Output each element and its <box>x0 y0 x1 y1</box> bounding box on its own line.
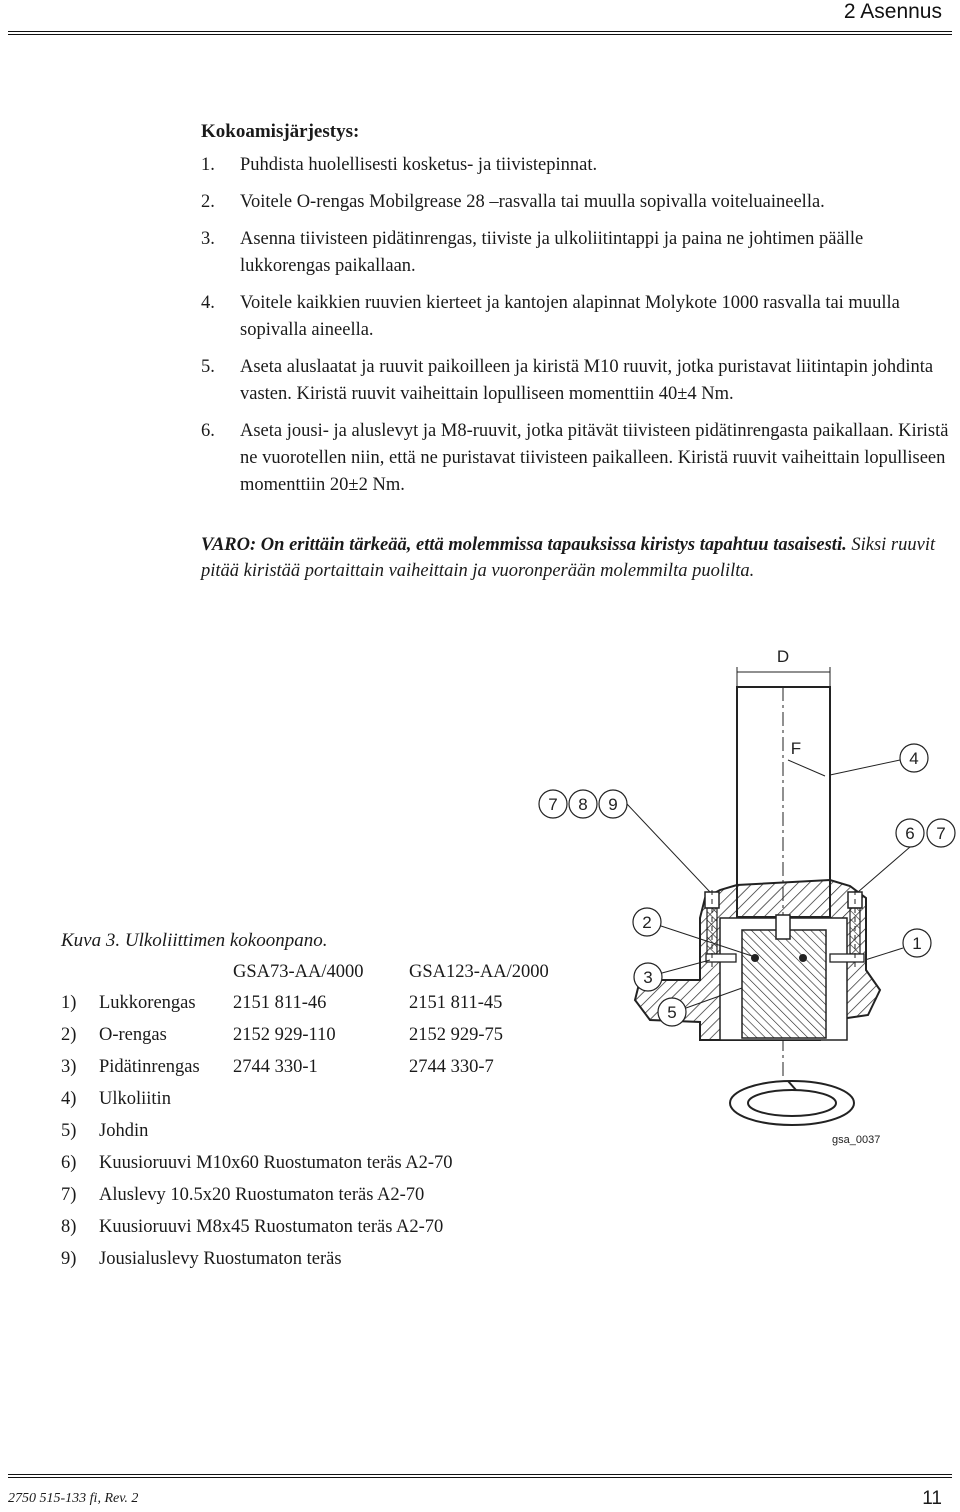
step-number: 1. <box>201 155 215 175</box>
header-rule <box>8 31 952 35</box>
assembly-steps <box>201 152 949 509</box>
leader-line <box>627 804 710 892</box>
step-text: Voitele O-rengas Mobilgrease 28 –rasvalla tai muulla sopivalla voiteluaineella. <box>240 192 825 212</box>
part-row <box>61 1121 621 1153</box>
part-code-a: 2151 811-46 <box>233 993 327 1013</box>
warning-bold-text: VARO: On erittäin tärkeää, että molemmissa tapauksissa kiristys tapahtuu tasaisesti. <box>201 535 847 555</box>
column-header: GSA73-AA/4000 <box>233 962 364 982</box>
part-name: Ulkoliitin <box>99 1089 171 1109</box>
warning-note <box>201 532 941 584</box>
step-number: 4. <box>201 293 215 313</box>
step-text: Asenna tiivisteen pidätinrengas, tiiviste ja ulkoliitintappi ja paina ne johtimen päälle lukkorengas paikallaan. <box>240 229 864 276</box>
step-text: Puhdista huolellisesti kosketus- ja tiivistepinnat. <box>240 155 598 175</box>
part-code-a: 2744 330-1 <box>233 1057 318 1077</box>
footer-rule <box>8 1474 952 1478</box>
step-text: Voitele kaikkien ruuvien kierteet ja kantojen alapinnat Molykote 1000 rasvalla tai muulla sopivalla aineella. <box>240 293 900 340</box>
part-number: 7) <box>61 1185 77 1205</box>
part-row <box>61 993 621 1025</box>
part-code-b: 2151 811-45 <box>409 993 503 1013</box>
part-code-b: 2152 929-75 <box>409 1025 504 1045</box>
part-row <box>61 1217 621 1249</box>
document-number: 2750 515-133 fi, Rev. 2 <box>8 1491 139 1506</box>
assembly-step <box>201 290 949 344</box>
part-row <box>61 1025 621 1057</box>
assembly-step <box>201 189 949 216</box>
part-number: 8) <box>61 1217 77 1237</box>
figure-caption: Kuva 3. Ulkoliittimen kokoonpano. <box>61 930 328 951</box>
step-number: 6. <box>201 421 215 441</box>
part-number: 5) <box>61 1121 77 1141</box>
callout-label: 7 <box>936 824 946 843</box>
part-row <box>61 1153 621 1185</box>
assembly-step <box>201 418 949 499</box>
part-row <box>61 1249 621 1281</box>
part-row <box>61 1185 621 1217</box>
part-number: 2) <box>61 1025 77 1045</box>
callout-label: 7 <box>548 795 558 814</box>
callout-label: 9 <box>608 795 618 814</box>
retaining-ring <box>830 954 864 962</box>
o-ring <box>799 954 807 962</box>
part-name: Kuusioruuvi M8x45 Ruostumaton teräs A2-70 <box>99 1217 444 1237</box>
callout-label: 5 <box>667 1003 677 1022</box>
part-row <box>61 1057 621 1089</box>
part-code-a: 2152 929-110 <box>233 1025 336 1045</box>
o-ring <box>751 954 759 962</box>
callout-label: 1 <box>912 934 922 953</box>
assembly-title: Kokoamisjärjestys: <box>201 121 360 142</box>
callout-label: 3 <box>643 968 653 987</box>
leader-line <box>830 760 900 775</box>
parts-list <box>61 962 621 1281</box>
retaining-ring <box>706 954 736 962</box>
part-name: Jousialuslevy Ruostumaton teräs <box>99 1249 342 1269</box>
section-header: 2 Asennus <box>843 0 942 23</box>
part-number: 6) <box>61 1153 77 1173</box>
step-text: Aseta aluslaatat ja ruuvit paikoilleen ja kiristä M10 ruuvit, jotka puristavat liitintapin johdinta vasten. Kiristä ruuvit vaiheittain lopulliseen momenttiin 40±4 Nm. <box>240 357 934 404</box>
part-number: 4) <box>61 1089 77 1109</box>
part-code-b: 2744 330-7 <box>409 1057 494 1077</box>
part-name: Johdin <box>99 1121 149 1141</box>
parts-header <box>61 962 621 993</box>
part-number: 3) <box>61 1057 77 1077</box>
part-name: Aluslevy 10.5x20 Ruostumaton teräs A2-70 <box>99 1185 425 1205</box>
leader-line <box>858 847 910 892</box>
page-number: 11 <box>922 1488 942 1509</box>
step-number: 2. <box>201 192 215 212</box>
leader-line <box>865 948 903 960</box>
step-number: 5. <box>201 357 215 377</box>
screw <box>776 915 790 939</box>
callout-label: 6 <box>905 824 915 843</box>
label-d: D <box>776 647 790 666</box>
step-text: Aseta jousi- ja aluslevyt ja M8-ruuvit, jotka pitävät tiivisteen pidätinrengasta paikallaan. Kiristä ne vuorotellen niin, että ne puristavat tiivisteen paikalleen. Kiristä ruuvit vaiheittain lopulliseen momenttiin 20±2 Nm. <box>240 421 949 495</box>
warning-text: Siksi ruuvit pitää kiristää portaittain vaiheittain ja vuoronperään molemmilta puolilta. <box>201 535 936 581</box>
part-number: 9) <box>61 1249 77 1269</box>
part-name: Kuusioruuvi M10x60 Ruostumaton teräs A2-70 <box>99 1153 453 1173</box>
assembly-step <box>201 152 949 179</box>
part-name: Lukkorengas <box>99 993 196 1013</box>
part-name: Pidätinrengas <box>99 1057 200 1077</box>
callout-label: 8 <box>578 795 588 814</box>
assembly-step <box>201 226 949 280</box>
part-name: O-rengas <box>99 1025 167 1045</box>
column-header: GSA123-AA/2000 <box>409 962 549 982</box>
callout-label: 4 <box>909 749 919 768</box>
lock-ring-inner <box>748 1090 836 1116</box>
drawing-code: gsa_0037 <box>832 1134 881 1146</box>
callout-label: 2 <box>642 913 652 932</box>
part-number: 1) <box>61 993 77 1013</box>
part-row <box>61 1089 621 1121</box>
label-f: F <box>790 739 802 758</box>
conductor-end <box>742 930 826 1038</box>
assembly-step <box>201 354 949 408</box>
step-number: 3. <box>201 229 215 249</box>
